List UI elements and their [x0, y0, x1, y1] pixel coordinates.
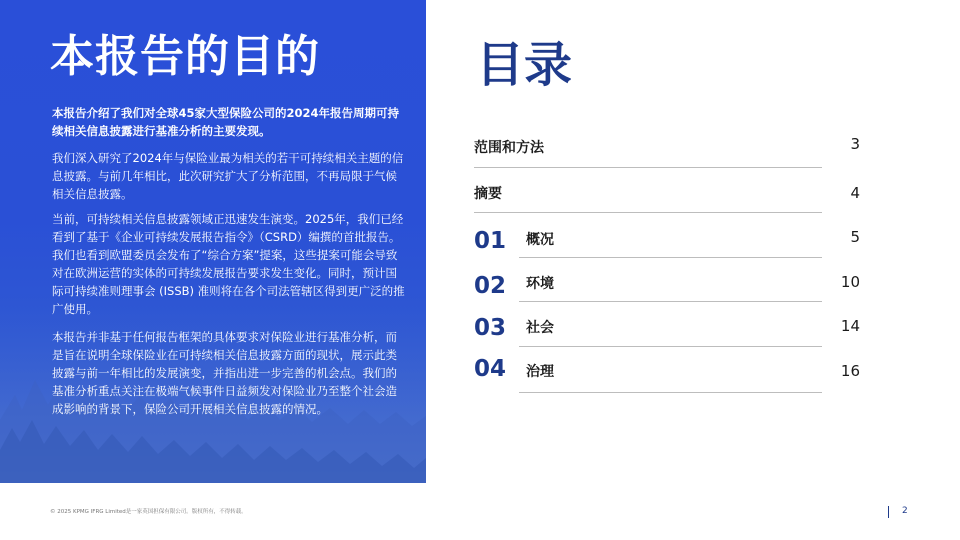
toc-divider: [519, 392, 822, 393]
toc-item-number: 02: [474, 273, 507, 299]
toc-title: 目录: [476, 37, 573, 93]
footer-copyright: © 2025 KPMG IFRG Limited是一家英国担保有限公司。版权所有，不得转载。: [50, 509, 247, 515]
footer-separator: [888, 506, 889, 518]
toc-item-number: 01: [474, 228, 507, 254]
toc-divider: [474, 212, 822, 213]
toc-item-label: 摘要: [474, 186, 502, 202]
toc-item-page: 5: [850, 228, 860, 246]
toc-item-number: 03: [474, 315, 507, 341]
toc-item-page: 16: [840, 362, 860, 380]
toc-item-social[interactable]: [474, 313, 860, 353]
toc-item-page: 10: [840, 273, 860, 291]
toc-item-page: 3: [850, 135, 860, 153]
toc-divider: [519, 301, 822, 302]
toc-item-overview[interactable]: [474, 224, 860, 264]
toc-item-environment[interactable]: [474, 270, 860, 310]
toc-item-governance[interactable]: [474, 356, 860, 396]
purpose-paragraph-1: 我们深入研究了2024年与保险业最为相关的若干可持续相关主题的信息披露。与前几年相比，此次研究扩大了分析范围，不再局限于气候相关信息披露。: [52, 151, 404, 201]
toc-item-scope[interactable]: [474, 134, 860, 174]
toc-item-label: 治理: [526, 364, 554, 380]
purpose-paragraph-2: 当前，可持续相关信息披露领域正迅速发生演变。2025年，我们已经看到了基于《企业可持续发展报告指令》（CSRD）编撰的首批报告。我们也看到欧盟委员会发布了“综合方案”提案，这些提案可能会导致对在欧洲运营的实体的可持续发展报告要求发生变化。同时，预计国际可持续准则理事会 (ISSB) 准则将在各个司法管辖区得到更广泛的推广使用。: [52, 212, 405, 316]
purpose-intro: 本报告介绍了我们对全球45家大型保险公司的2024年报告周期可持续相关信息披露进行基准分析的主要发现。: [52, 106, 400, 138]
toc-item-summary[interactable]: [474, 180, 860, 220]
toc-divider: [519, 346, 822, 347]
footer-page-number: 2: [902, 506, 908, 516]
toc-item-page: 14: [840, 317, 860, 335]
toc-item-label: 概况: [526, 232, 554, 248]
toc-divider: [519, 257, 822, 258]
toc-item-label: 范围和方法: [474, 140, 544, 156]
toc-item-label: 环境: [526, 276, 554, 292]
toc-item-page: 4: [850, 184, 860, 202]
purpose-paragraph-3: 本报告并非基于任何报告框架的具体要求对保险业进行基准分析，而是旨在说明全球保险业在可持续相关信息披露方面的现状，展示此类披露与前一年相比的发展演变，并指出进一步完善的机会点。我们的基准分析重点关注在极端气候事件日益频发对保险业乃至整个社会造成影响的背景下，保险公司开展相关信息披露的情况。: [52, 330, 397, 416]
toc-item-label: 社会: [526, 320, 554, 336]
toc-divider: [474, 167, 822, 168]
purpose-panel: [0, 0, 426, 483]
toc-item-number: 04: [474, 356, 507, 382]
purpose-title: 本报告的目的: [50, 31, 320, 82]
